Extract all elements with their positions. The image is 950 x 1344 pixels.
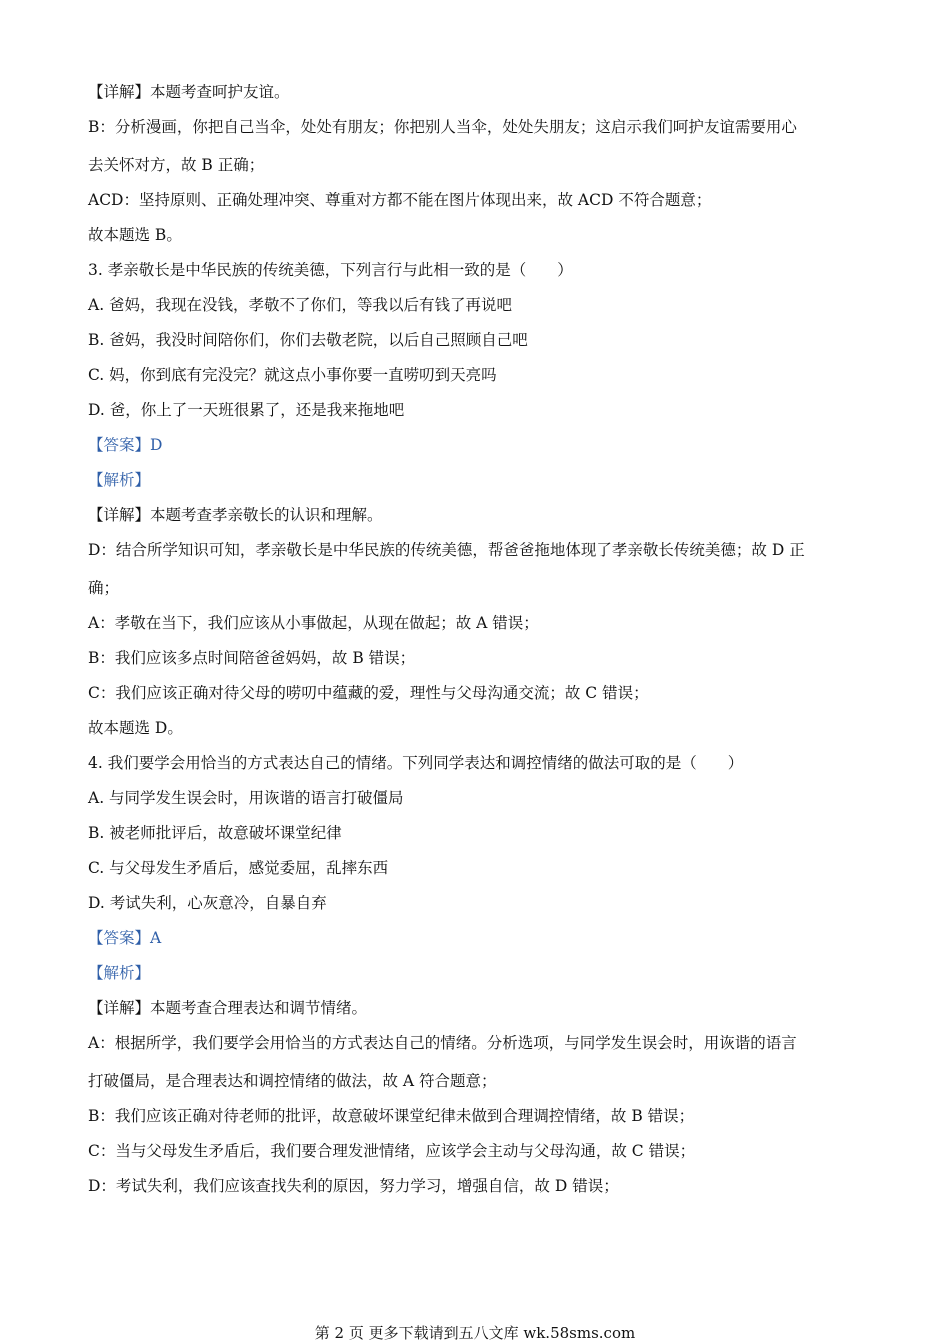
analysis-line: B：我们应该正确对待老师的批评，故意破坏课堂纪律未做到合理调控情绪，故 B 错误； — [88, 1107, 695, 1125]
option-d: D. 爸，你上了一天班很累了，还是我来拖地吧 — [88, 401, 405, 419]
option-b: B. 爸妈，我没时间陪你们，你们去敬老院，以后自己照顾自己吧 — [88, 331, 528, 349]
analysis-label: 【解析】 — [88, 471, 151, 489]
question-4: 4. 我们要学会用恰当的方式表达自己的情绪。下列同学表达和调控情绪的做法可取的是（ ） — [88, 754, 744, 772]
analysis-line: 确； — [88, 579, 120, 597]
detail-line: 【详解】本题考查合理表达和调节情绪。 — [88, 999, 368, 1017]
option-c: C. 妈，你到底有完没完？就这点小事你要一直唠叨到天亮吗 — [88, 366, 497, 384]
analysis-line: ACD：坚持原则、正确处理冲突、尊重对方都不能在图片体现出来，故 ACD 不符合题意； — [88, 191, 712, 209]
analysis-line: 打破僵局，是合理表达和调控情绪的做法，故 A 符合题意； — [88, 1072, 497, 1090]
analysis-line: D：考试失利，我们应该查找失利的原因，努力学习，增强自信，故 D 错误； — [88, 1177, 619, 1195]
question-3: 3. 孝亲敬长是中华民族的传统美德，下列言行与此相一致的是（ ） — [88, 261, 573, 279]
analysis-line: A：根据所学，我们要学会用恰当的方式表达自己的情绪。分析选项，与同学发生误会时，用诙谐的语言 — [88, 1034, 797, 1052]
analysis-line: A：孝敬在当下，我们应该从小事做起，从现在做起；故 A 错误； — [88, 614, 539, 632]
option-a: A. 爸妈，我现在没钱，孝敬不了你们，等我以后有钱了再说吧 — [88, 296, 513, 314]
conclusion-line: 故本题选 B。 — [88, 226, 182, 244]
page-footer: 第 2 页 更多下载请到五八文库 wk.58sms.com — [314, 1324, 636, 1342]
option-d: D. 考试失利，心灰意冷，自暴自弃 — [88, 894, 327, 912]
document-body — [88, 78, 868, 1207]
analysis-line: B：分析漫画，你把自己当伞，处处有朋友；你把别人当伞，处处失朋友；这启示我们呵护友谊需要用心 — [88, 118, 797, 136]
answer-label: 【答案】D — [88, 436, 163, 454]
analysis-line: C：我们应该正确对待父母的唠叨中蕴藏的爱，理性与父母沟通交流；故 C 错误； — [88, 684, 649, 702]
analysis-line: 去关怀对方，故 B 正确； — [88, 156, 265, 174]
analysis-line: B：我们应该多点时间陪爸爸妈妈，故 B 错误； — [88, 649, 416, 667]
analysis-label: 【解析】 — [88, 964, 151, 982]
conclusion-line: 故本题选 D。 — [88, 719, 183, 737]
detail-line: 【详解】本题考查呵护友谊。 — [88, 83, 290, 101]
option-b: B. 被老师批评后，故意破坏课堂纪律 — [88, 824, 342, 842]
analysis-line: D：结合所学知识可知，孝亲敬长是中华民族的传统美德，帮爸爸拖地体现了孝亲敬长传统美德；故 D 正 — [88, 541, 805, 559]
detail-line: 【详解】本题考查孝亲敬长的认识和理解。 — [88, 506, 383, 524]
analysis-line: C：当与父母发生矛盾后，我们要合理发泄情绪，应该学会主动与父母沟通，故 C 错误； — [88, 1142, 696, 1160]
answer-label: 【答案】A — [88, 929, 162, 947]
option-a: A. 与同学发生误会时，用诙谐的语言打破僵局 — [88, 789, 404, 807]
option-c: C. 与父母发生矛盾后，感觉委屈，乱摔东西 — [88, 859, 389, 877]
